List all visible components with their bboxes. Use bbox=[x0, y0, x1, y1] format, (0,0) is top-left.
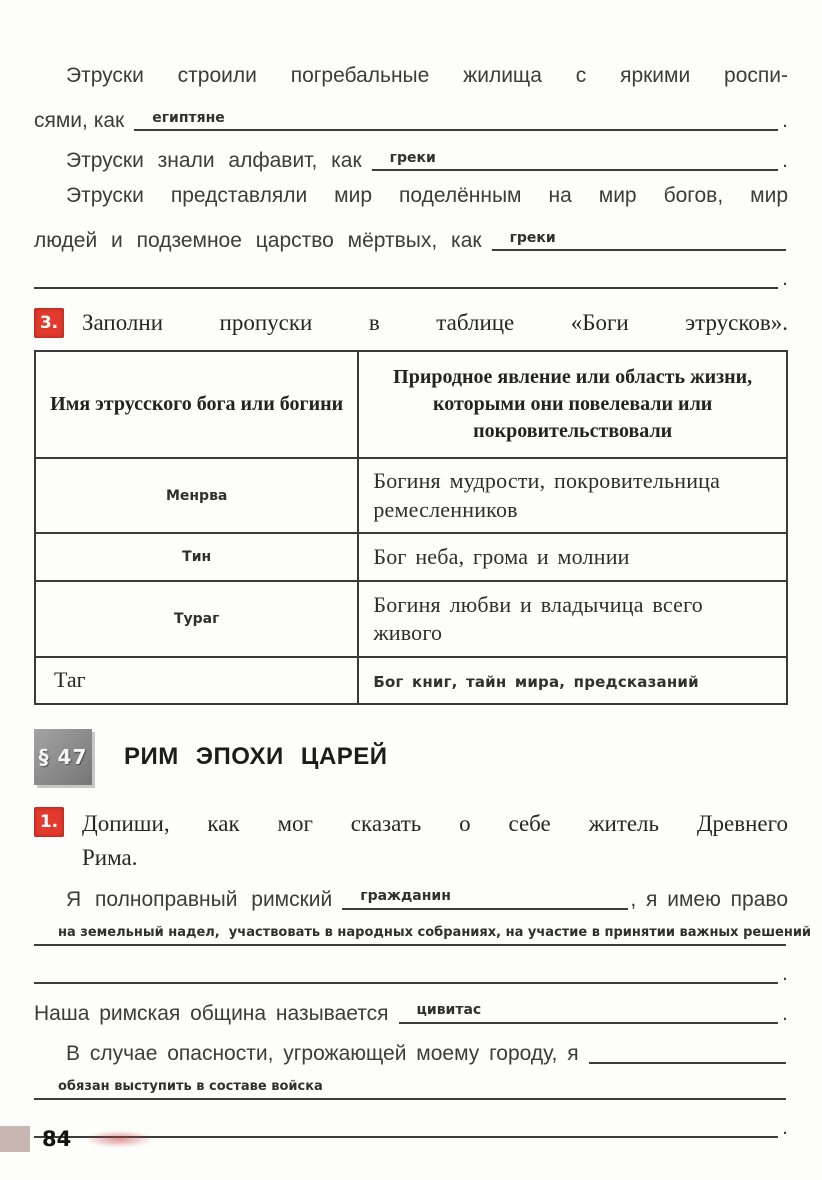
page-edge-tab bbox=[0, 1126, 30, 1152]
task1-sentence-2 bbox=[34, 989, 788, 1029]
sentence-3-text: В случае опасности, угрожающей моему городу, я bbox=[66, 1041, 579, 1065]
god-name-cell bbox=[35, 458, 358, 533]
task3-title: Заполни пропуски в таблице «Боги этрусков». bbox=[82, 310, 788, 335]
period: . bbox=[782, 1115, 788, 1139]
god-desc-cell: Богиня любви и владычица всего живого bbox=[358, 581, 787, 657]
sentence-1-continuation: , я имею право bbox=[630, 887, 788, 911]
table-row bbox=[35, 533, 787, 581]
section-title: РИМ ЭПОХИ ЦАРЕЙ bbox=[124, 742, 388, 770]
stamp-smudge bbox=[87, 1131, 151, 1147]
intro-line-2-text: сями, как bbox=[34, 109, 125, 132]
intro-line-4: Этруски представляли мир поделённым на мир богов, мир bbox=[66, 184, 788, 207]
page-number: 84 bbox=[42, 1127, 72, 1151]
blank-duty-start bbox=[589, 1059, 786, 1064]
handwritten-god-name: Тин bbox=[182, 549, 212, 566]
handwritten-rights: на земельный надел, участвовать в народных собраниях, на участие в принятии важных решений bbox=[58, 925, 812, 941]
empty-blank-line bbox=[34, 979, 778, 984]
blank-citizen bbox=[342, 889, 628, 909]
handwritten-god-name: Тураг bbox=[173, 611, 220, 628]
empty-blank-line bbox=[34, 284, 778, 289]
page-footer bbox=[0, 1126, 151, 1152]
task1-prompt bbox=[82, 807, 788, 875]
blank-rights bbox=[34, 925, 812, 945]
period: . bbox=[782, 961, 788, 985]
task1-number-badge: 1. bbox=[34, 807, 64, 837]
table-row bbox=[35, 657, 787, 704]
intro-line-1: Этруски строили погребальные жилища с яркими роспи- bbox=[66, 64, 788, 87]
blank-duty bbox=[34, 1080, 786, 1099]
table-row bbox=[35, 458, 787, 533]
task1-handwritten-line-2 bbox=[34, 1069, 788, 1105]
god-desc-cell bbox=[358, 657, 787, 704]
task1-rule-line-1 bbox=[34, 951, 788, 989]
task3-header bbox=[34, 308, 788, 338]
task1-handwritten-line-1 bbox=[34, 915, 812, 951]
god-name-cell bbox=[35, 533, 358, 581]
header-god-name: Имя этрусского бога или богини bbox=[35, 351, 358, 458]
sentence-1-text: Я полноправный римский bbox=[66, 887, 333, 911]
handwritten-answer-greeks-1: греки bbox=[389, 149, 436, 166]
task1-sentence-3 bbox=[34, 1029, 788, 1069]
task3-number-badge: 3. bbox=[34, 308, 64, 338]
table-row bbox=[35, 581, 787, 657]
intro-line-3 bbox=[34, 136, 788, 176]
intro-line-2 bbox=[34, 96, 788, 136]
god-desc-cell: Бог неба, грома и молнии bbox=[358, 533, 787, 581]
god-name-cell bbox=[35, 581, 358, 657]
blank-greeks-1 bbox=[372, 151, 779, 171]
period: . bbox=[782, 109, 788, 132]
intro-line-5-text: людей и подземное царство мёртвых, как bbox=[34, 229, 482, 252]
handwritten-answer-citizen: гражданин bbox=[360, 888, 451, 905]
god-desc-cell: Богиня мудрости, покровительница ремесленников bbox=[358, 458, 787, 533]
task1-header bbox=[34, 807, 788, 875]
task1-prompt-line-1: Допиши, как мог сказать о себе житель Древнего bbox=[82, 810, 788, 836]
section-47-header bbox=[34, 729, 788, 785]
intro-line-5 bbox=[34, 216, 788, 256]
table-header-row bbox=[35, 351, 787, 458]
intro-line-3-text: Этруски знали алфавит, как bbox=[66, 149, 362, 172]
task1-sentence-1 bbox=[34, 875, 788, 915]
blank-greeks-2 bbox=[492, 231, 786, 251]
period: . bbox=[782, 267, 788, 290]
god-name-cell-printed: Таг bbox=[35, 657, 358, 704]
header-god-domain: Природное явление или область жизни, которыми они повелевали или покровительствовали bbox=[358, 351, 787, 458]
intro-rule-line bbox=[34, 256, 788, 294]
handwritten-answer-civitas: цивитас bbox=[416, 1002, 482, 1019]
period: . bbox=[782, 1001, 788, 1025]
etruscan-gods-table bbox=[34, 350, 788, 705]
task1-prompt-line-2: Рима. bbox=[82, 844, 138, 870]
sentence-2-text: Наша римская община называется bbox=[34, 1001, 389, 1025]
paragraph-number-box: § 47 bbox=[34, 729, 92, 785]
handwritten-answer-greeks-2: греки bbox=[509, 229, 556, 246]
handwritten-god-desc: Бог книг, тайн мира, предсказаний bbox=[373, 673, 699, 692]
handwritten-duty: обязан выступить в составе войска bbox=[58, 1079, 323, 1095]
period: . bbox=[782, 149, 788, 172]
blank-egyptians bbox=[134, 111, 778, 131]
blank-civitas bbox=[399, 1003, 779, 1023]
handwritten-god-name: Менрва bbox=[165, 487, 228, 504]
handwritten-answer-egyptians: египтяне bbox=[152, 109, 225, 126]
